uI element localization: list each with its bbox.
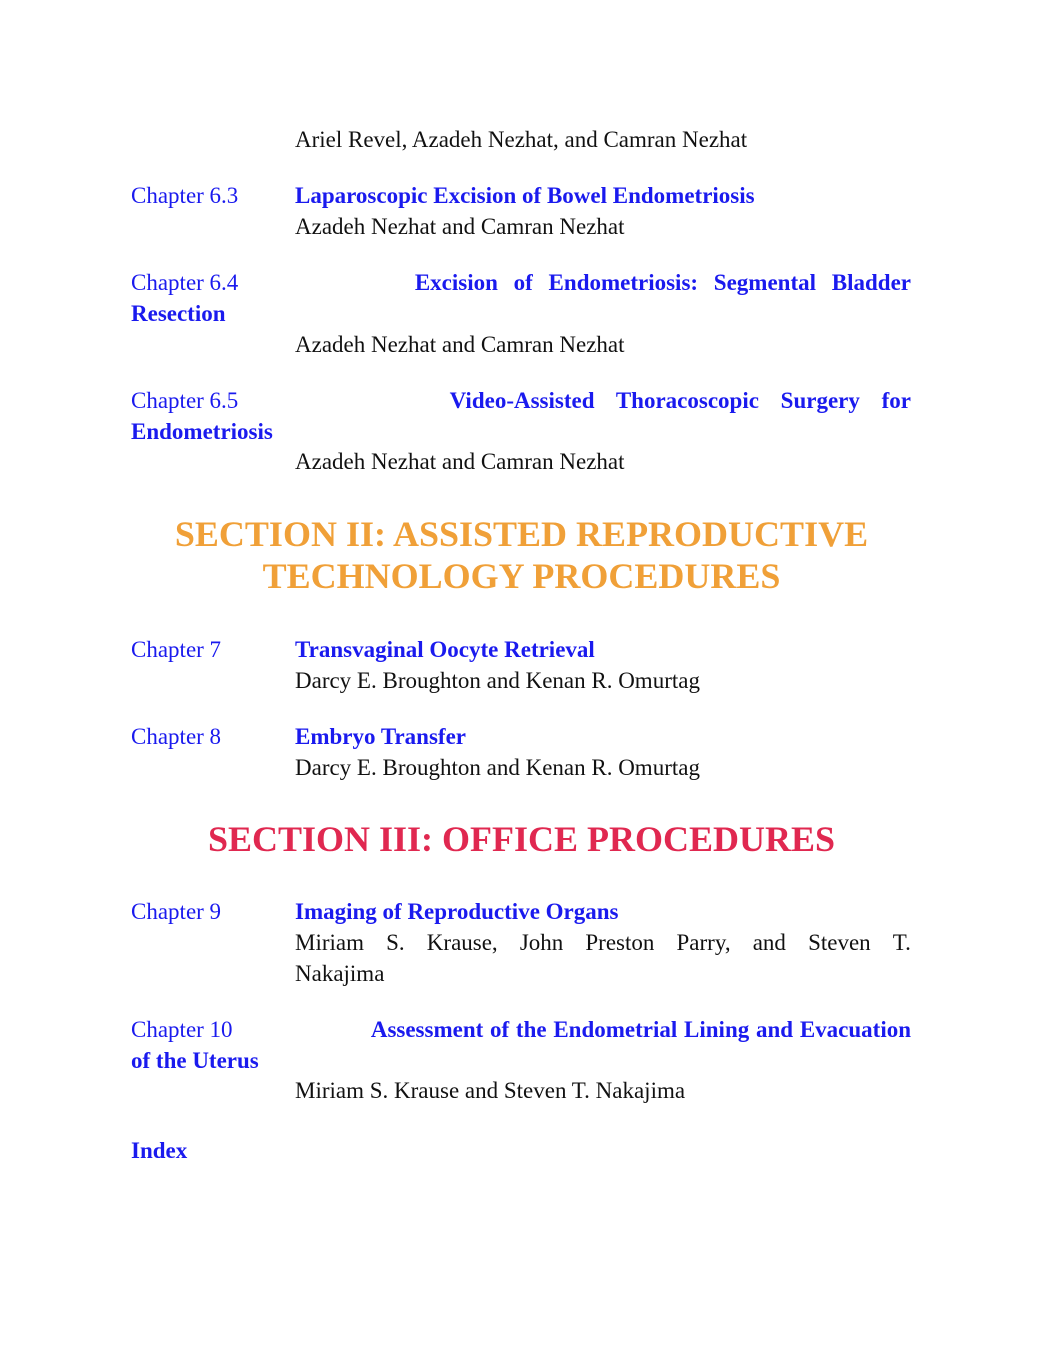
chapter-authors: Azadeh Nezhat and Camran Nezhat [295, 214, 625, 239]
chapter-authors: Azadeh Nezhat and Camran Nezhat [295, 332, 625, 357]
chapter-authors: Azadeh Nezhat and Camran Nezhat [295, 449, 625, 474]
chapter-authors: Miriam S. Krause, John Preston Parry, and Steven T. [295, 930, 911, 955]
chapter-number[interactable]: Chapter 6.5 [131, 388, 239, 413]
chapter-authors-continuation: Nakajima [295, 961, 385, 986]
chapter-title-link[interactable]: Excision of Endometriosis: Segmental Bladder [414, 270, 911, 295]
chapter-authors: Ariel Revel, Azadeh Nezhat, and Camran Nezhat [295, 127, 748, 152]
chapter-heading-line[interactable] [131, 385, 911, 416]
chapter-number[interactable]: Chapter 9 [131, 899, 222, 924]
section-heading: SECTION III: OFFICE PROCEDURES [207, 819, 836, 859]
chapter-title-link[interactable]: Embryo Transfer [295, 724, 466, 749]
chapter-number[interactable]: Chapter 10 [131, 1017, 233, 1042]
chapter-authors: Darcy E. Broughton and Kenan R. Omurtag [295, 668, 700, 693]
chapter-title-continuation[interactable]: Resection [131, 301, 226, 326]
chapter-title-link[interactable]: Laparoscopic Excision of Bowel Endometriosis [295, 183, 755, 208]
chapter-number[interactable]: Chapter 8 [131, 724, 222, 749]
chapter-title-link[interactable]: Imaging of Reproductive Organs [295, 899, 619, 924]
chapter-heading-line[interactable] [131, 1014, 911, 1045]
chapter-number[interactable]: Chapter 6.3 [131, 183, 239, 208]
chapter-number[interactable]: Chapter 7 [131, 637, 222, 662]
section-heading-line: SECTION II: ASSISTED REPRODUCTIVE [174, 514, 869, 554]
chapter-title-link[interactable]: Assessment of the Endometrial Lining and Evacuation [370, 1017, 911, 1042]
index-link[interactable]: Index [131, 1138, 188, 1163]
chapter-title-continuation[interactable]: of the Uterus [131, 1048, 259, 1073]
chapter-heading-line[interactable] [131, 267, 911, 298]
chapter-number[interactable]: Chapter 6.4 [131, 270, 239, 295]
chapter-title-link[interactable]: Video-Assisted Thoracoscopic Surgery for [449, 388, 911, 413]
chapter-title-continuation[interactable]: Endometriosis [131, 419, 273, 444]
chapter-authors: Darcy E. Broughton and Kenan R. Omurtag [295, 755, 700, 780]
section-heading-line: TECHNOLOGY PROCEDURES [262, 556, 781, 596]
chapter-title-link[interactable]: Transvaginal Oocyte Retrieval [295, 637, 595, 662]
chapter-authors: Miriam S. Krause and Steven T. Nakajima [295, 1078, 686, 1103]
